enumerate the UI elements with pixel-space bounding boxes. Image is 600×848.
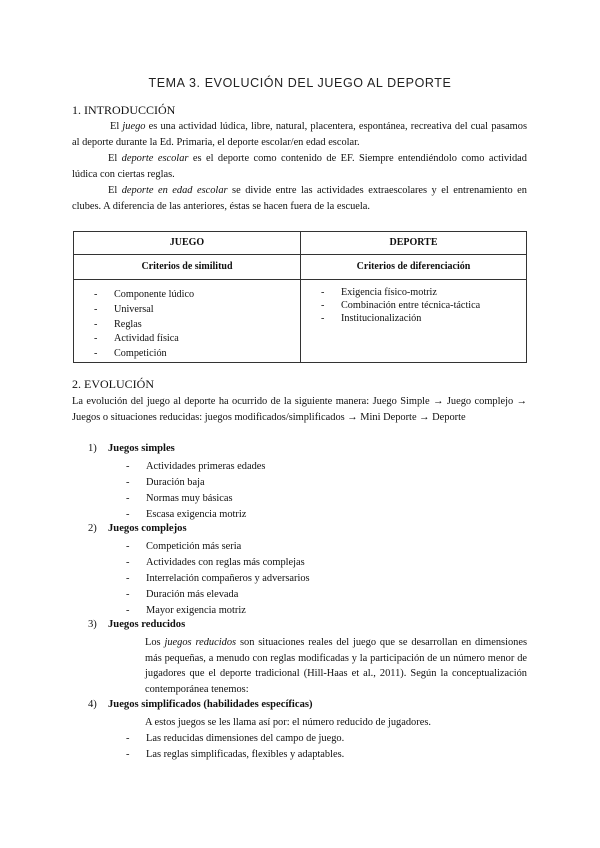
juegos-reducidos-paragraph — [145, 635, 527, 697]
list-item: - Escasa exigencia motriz — [126, 507, 265, 523]
list-item: - Interrelación compañeros y adversarios — [126, 571, 310, 587]
list-item: - Normas muy básicas — [126, 491, 265, 507]
subsection-juegos-simples — [88, 443, 175, 454]
list-item: - Las reducidas dimensiones del campo de juego. — [126, 731, 344, 747]
list-item: - Competición más seria — [126, 539, 310, 555]
list-item: - Duración baja — [126, 475, 265, 491]
list-item: - Universal — [74, 303, 300, 318]
text: es el deporte como contenido de EF. Siempre entendiéndolo como actividad lúdica con ciertas reglas. — [72, 153, 527, 180]
intro-paragraph-1 — [72, 119, 527, 150]
list-item: - Combinación entre técnica-táctica — [301, 299, 526, 312]
item-number: 3) — [88, 619, 97, 630]
subsection-juegos-complejos — [88, 523, 187, 534]
subsection-juegos-reducidos — [88, 619, 185, 630]
term-juego: juego — [122, 121, 146, 132]
list-item: - Mayor exigencia motriz — [126, 603, 310, 619]
subsection-title: Juegos complejos — [108, 523, 187, 534]
list-item: - Actividades con reglas más complejas — [126, 555, 310, 571]
text: El — [110, 121, 123, 132]
table-subheader-similitud: Criterios de similitud — [74, 255, 301, 280]
juegos-simplificados-line: A estos juegos se les llama así por: el número reducido de jugadores. — [145, 717, 431, 728]
juegos-simplificados-list — [126, 731, 344, 763]
juegos-complejos-list — [126, 539, 310, 619]
list-item: - Actividad física — [74, 332, 300, 347]
item-number: 2) — [88, 523, 97, 534]
intro-paragraph-3 — [72, 183, 527, 214]
table-subheader-diferenciacion: Criterios de diferenciación — [301, 255, 527, 280]
section-heading-evolucion: 2. EVOLUCIÓN — [72, 377, 154, 391]
subsection-title: Juegos simplificados (habilidades específicas) — [108, 699, 313, 710]
term-deporte-edad-escolar: deporte en edad escolar — [121, 185, 228, 196]
section-heading-introduccion: 1. INTRODUCCIÓN — [72, 103, 176, 117]
document-title: TEMA 3. EVOLUCIÓN DEL JUEGO AL DEPORTE — [148, 76, 452, 90]
table-header-juego: JUEGO — [74, 232, 301, 255]
text: Los — [145, 637, 165, 648]
text: El — [108, 153, 122, 164]
comparison-table — [73, 231, 527, 363]
subsection-title: Juegos simples — [108, 443, 175, 454]
item-number: 1) — [88, 443, 97, 454]
text: El — [108, 185, 122, 196]
table-cell-diferenciacion — [301, 280, 527, 363]
list-item: - Las reglas simplificadas, flexibles y adaptables. — [126, 747, 344, 763]
list-item: - Exigencia físico-motriz — [301, 286, 526, 299]
text: son situaciones reales del juego que se desarrollan en dimensiones más pequeñas, a menudo con reglas modificadas y la participación de un número menor de jugadores que el deporte tradicional (Hill-Haas et al., 2011). Según la conceptualización contemporánea tenemos: — [145, 637, 527, 695]
evolucion-intro: La evolución del juego al deporte ha ocurrido de la siguiente manera: Juego Simple → Juego complejo → Juegos o situaciones reducidas: juegos modificados/simplificados → Mini Deporte → Deporte — [72, 396, 527, 423]
term-deporte-escolar: deporte escolar — [121, 153, 189, 164]
list-item: - Duración más elevada — [126, 587, 310, 603]
subsection-title: Juegos reducidos — [108, 619, 186, 630]
juegos-simples-list — [126, 459, 265, 523]
table-cell-similitud — [74, 280, 301, 363]
list-item: - Actividades primeras edades — [126, 459, 265, 475]
list-item: - Componente lúdico — [74, 288, 300, 303]
text: se divide entre las actividades extraescolares y el entrenamiento en clubes. A diferencia de las anteriores, éstas se hacen fuera de la escuela. — [72, 185, 527, 212]
term-juegos-reducidos: juegos reducidos — [164, 637, 237, 648]
intro-paragraph-2 — [72, 151, 527, 182]
table-header-deporte: DEPORTE — [301, 232, 527, 255]
subsection-juegos-simplificados — [88, 699, 313, 710]
list-item: - Institucionalización — [301, 312, 526, 325]
list-item: - Reglas — [74, 318, 300, 333]
list-item: - Competición — [74, 347, 300, 362]
text: es una actividad lúdica, libre, natural, placentera, espontánea, recreativa del cual pasamos al deporte durante la Ed. Primaria, el deporte escolar/en edad escolar. — [72, 121, 527, 148]
item-number: 4) — [88, 699, 97, 710]
